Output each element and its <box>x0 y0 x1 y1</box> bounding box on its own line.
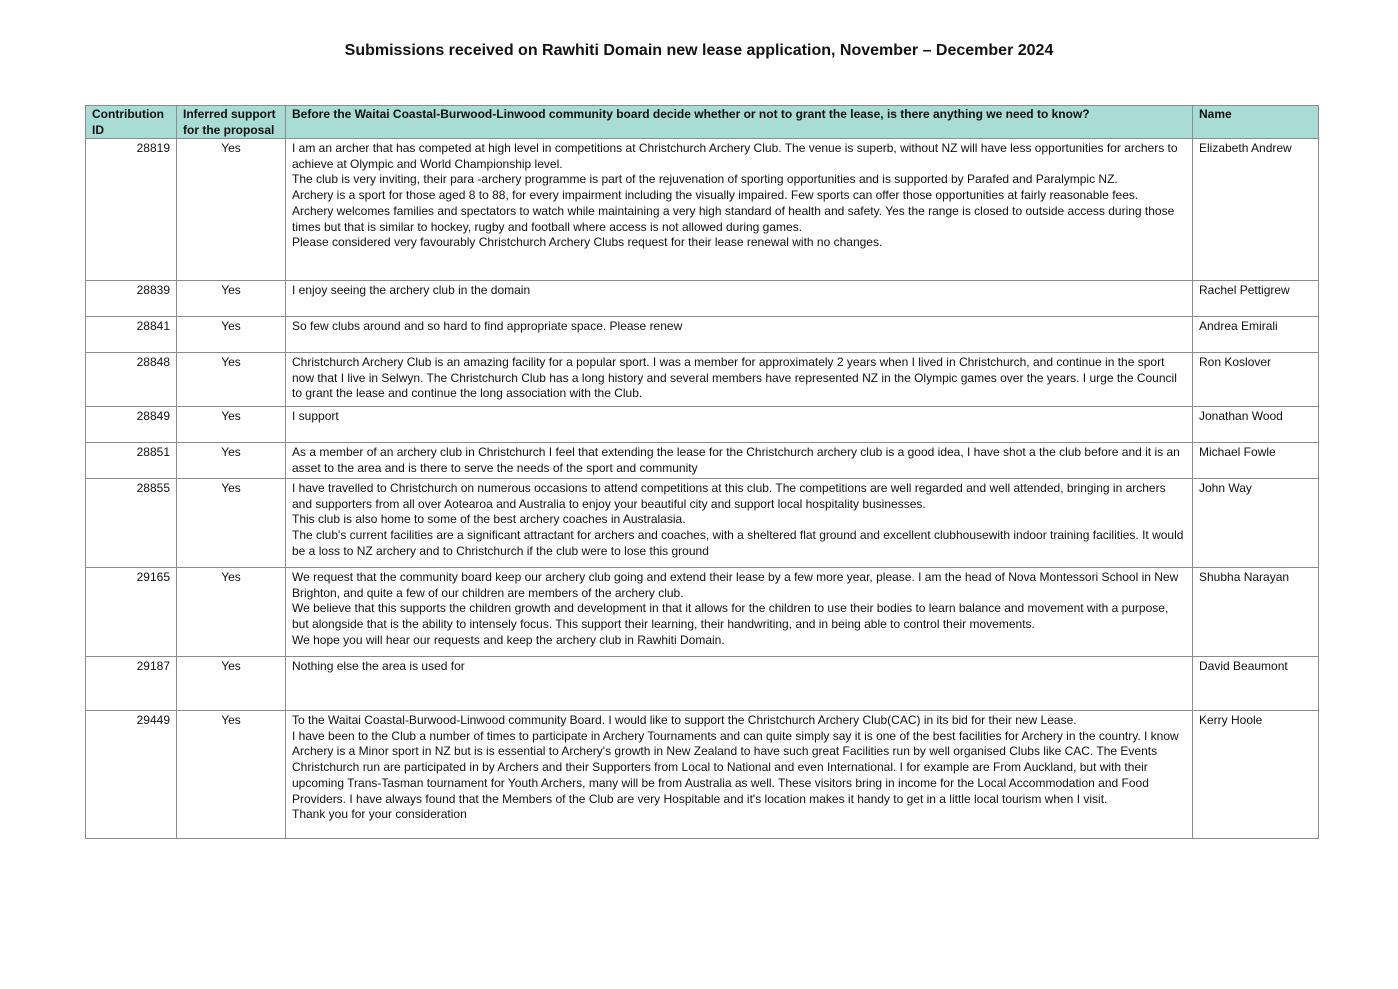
table-row <box>86 317 1319 353</box>
table-row <box>86 407 1319 443</box>
inferred-support: Yes <box>177 317 286 353</box>
submitter-name: Rachel Pettigrew <box>1193 281 1319 317</box>
table-row <box>86 281 1319 317</box>
submission-text: We request that the community board keep our archery club going and extend their lease by a few more year, please. I am the head of Nova Montessori School in New Brighton, and quite a few of our children are members of the archery club. We believe that this supports the children growth and development in that it allows for the children to use their bodies to learn balance and movement with a purpose, but alongside that is the ability to intensely focus. This support their learning, their handwriting, and in being able to control their movements. We hope you will hear our requests and keep the archery club in Rawhiti Domain. <box>286 568 1193 657</box>
submitter-name: Shubha Narayan <box>1193 568 1319 657</box>
contribution-id: 28819 <box>86 139 177 281</box>
contribution-id: 29165 <box>86 568 177 657</box>
submitter-name: John Way <box>1193 479 1319 568</box>
inferred-support: Yes <box>177 443 286 479</box>
contribution-id: 28855 <box>86 479 177 568</box>
submitter-name: Andrea Emirali <box>1193 317 1319 353</box>
inferred-support: Yes <box>177 353 286 407</box>
inferred-support: Yes <box>177 657 286 711</box>
inferred-support: Yes <box>177 568 286 657</box>
submission-text: I am an archer that has competed at high level in competitions at Christchurch Archery Club. The venue is superb, without NZ will have less opportunities for archers to achieve at Olympic and World Championship level. The club is very inviting, their para -archery programme is part of the rejuvenation of sporting opportunities and is supported by Parafed and Paralympic NZ. Archery is a sport for those aged 8 to 88, for every impairment including the visually impaired. Few sports can offer those opportunities at fairly reasonable fees. Archery welcomes families and spectators to watch while maintaining a very high standard of health and safety. Yes the range is closed to outside access during those times but that is similar to hockey, rugby and football where access is not allowed during games. Please considered very favourably Christchurch Archery Clubs request for their lease renewal with no changes. <box>286 139 1193 281</box>
submitter-name: David Beaumont <box>1193 657 1319 711</box>
submission-text: To the Waitai Coastal-Burwood-Linwood community Board. I would like to support the Christchurch Archery Club(CAC) in its bid for their new Lease. I have been to the Club a number of times to participate in Archery Tournaments and can quite simply say it is one of the best facilities for Archery in the country. I know Archery is a Minor sport in NZ but is is essential to Archery's growth in New Zealand to have such great Facilities run by well organised Clubs like CAC. The Events Christchurch run are participated in by Archers and their Supporters from Local to National and even International. I for example are From Auckland, but with their upcoming Trans-Tasman tournament for Youth Archers, many will be from Australia as well. These visitors bring in income for the Local Accommodation and Food Providers. I have always found that the Members of the Club are very Hospitable and it's location makes it handy to get in a little local tourism when I visit. Thank you for your consideration <box>286 711 1193 839</box>
submitter-name: Ron Koslover <box>1193 353 1319 407</box>
table-row <box>86 139 1319 281</box>
submission-text: So few clubs around and so hard to find appropriate space. Please renew <box>286 317 1193 353</box>
table-row <box>86 353 1319 407</box>
column-header-inferred-support: Inferred support for the proposal <box>177 106 286 139</box>
contribution-id: 28841 <box>86 317 177 353</box>
inferred-support: Yes <box>177 479 286 568</box>
inferred-support: Yes <box>177 407 286 443</box>
table-row <box>86 657 1319 711</box>
contribution-id: 28851 <box>86 443 177 479</box>
inferred-support: Yes <box>177 139 286 281</box>
submitter-name: Kerry Hoole <box>1193 711 1319 839</box>
submission-text: Christchurch Archery Club is an amazing facility for a popular sport. I was a member for approximately 2 years when I lived in Christchurch, and continue in the sport now that I live in Selwyn. The Christchurch Club has a long history and several members have represented NZ in the Olympic games over the years. I urge the Council to grant the lease and continue the long association with the Club. <box>286 353 1193 407</box>
page-title: Submissions received on Rawhiti Domain new lease application, November – December 2024 <box>344 42 1054 59</box>
column-header-contribution-id: Contribution ID <box>86 106 177 139</box>
contribution-id: 28849 <box>86 407 177 443</box>
table-row <box>86 479 1319 568</box>
submission-text: As a member of an archery club in Christchurch I feel that extending the lease for the Christchurch archery club is a good idea, I have shot a the club before and it is an asset to the area and is there to serve the needs of the sport and community <box>286 443 1193 479</box>
submission-text: Nothing else the area is used for <box>286 657 1193 711</box>
submission-text: I enjoy seeing the archery club in the domain <box>286 281 1193 317</box>
table-row <box>86 443 1319 479</box>
table-header-row <box>86 106 1319 139</box>
inferred-support: Yes <box>177 281 286 317</box>
submissions-table <box>85 105 1319 839</box>
table-row <box>86 711 1319 839</box>
contribution-id: 29449 <box>86 711 177 839</box>
submitter-name: Elizabeth Andrew <box>1193 139 1319 281</box>
submitter-name: Jonathan Wood <box>1193 407 1319 443</box>
inferred-support: Yes <box>177 711 286 839</box>
contribution-id: 28848 <box>86 353 177 407</box>
contribution-id: 28839 <box>86 281 177 317</box>
column-header-question: Before the Waitai Coastal-Burwood-Linwood community board decide whether or not to grant the lease, is there anything we need to know? <box>286 106 1193 139</box>
submission-text: I have travelled to Christchurch on numerous occasions to attend competitions at this club. The competitions are well regarded and well attended, bringing in archers and supporters from all over Aotearoa and Australia to enjoy your beautiful city and support local hospitality businesses. This club is also home to some of the best archery coaches in Australasia. The club's current facilities are a significant attractant for archers and coaches, with a sheltered flat ground and excellent clubhousewith indoor training facilities. It would be a loss to NZ archery and to Christchurch if the club were to lose this ground <box>286 479 1193 568</box>
column-header-name: Name <box>1193 106 1319 139</box>
table-row <box>86 568 1319 657</box>
submission-text: I support <box>286 407 1193 443</box>
submitter-name: Michael Fowle <box>1193 443 1319 479</box>
contribution-id: 29187 <box>86 657 177 711</box>
